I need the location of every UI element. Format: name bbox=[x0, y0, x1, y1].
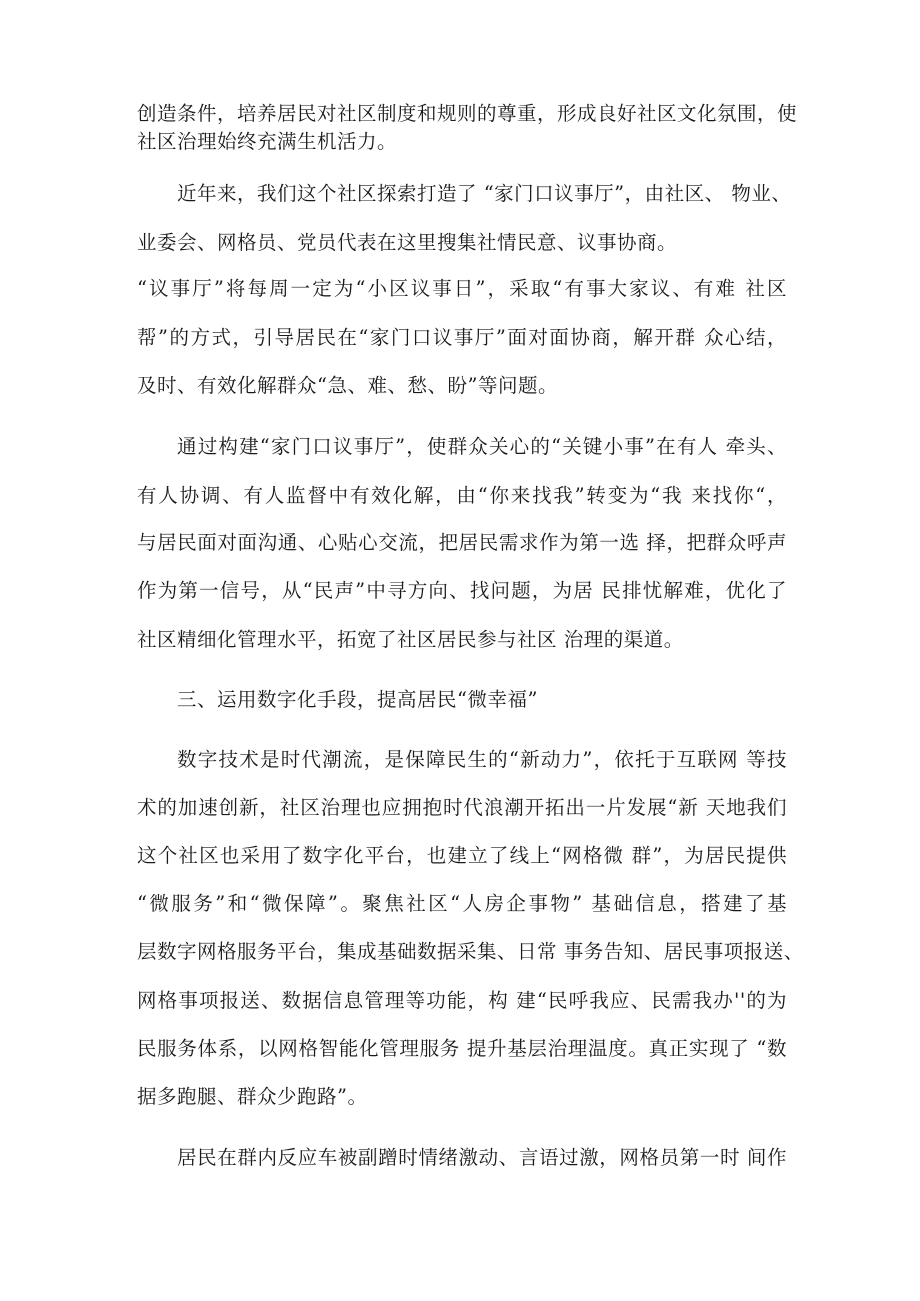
text-line: 帮”的方式，引导居民在“家门口议事厅”面对面协商，解开群 众心结， bbox=[137, 326, 787, 349]
text-line: 社区精细化管理水平，拓宽了社区居民参与社区 治理的渠道。 bbox=[137, 628, 684, 651]
text-line: 通过构建“家门口议事厅”，使群众关心的“关键小事”在有人 牵头、 bbox=[177, 435, 787, 458]
text-line: 民服务体系，以网格智能化管理服务 提升基层治理温度。真正实现了 “数 bbox=[137, 1037, 787, 1060]
text-line: 有人协调、有人监督中有效化解，由“你来找我”转变为“我 来找你“， bbox=[137, 484, 787, 507]
text-line: 社区治理始终充满生机活力。 bbox=[137, 130, 398, 153]
text-line: 网格事项报送、数据信息管理等功能，构 建“民呼我应、民需我办''的为 bbox=[137, 989, 787, 1012]
text-line: 数字技术是时代潮流，是保障民生的“新动力”，依托于互联网 等技 bbox=[177, 748, 787, 771]
text-line: 据多跑腿、群众少跑路”。 bbox=[137, 1085, 368, 1108]
text-line: 业委会、网格员、党员代表在这里搜集社情民意、议事协商。 bbox=[137, 231, 678, 254]
text-line: 居民在群内反应车被副蹭时情绪激动、言语过激，网格员第一时 间作 bbox=[177, 1146, 787, 1169]
text-line: 作为第一信号，从“民声”中寻方向、找问题，为居 民排忧解难，优化了 bbox=[137, 579, 787, 602]
text-line: “微服务”和“微保障”。聚焦社区“人房企事物” 基础信息，搭建了基 bbox=[137, 892, 787, 915]
text-line: 术的加速创新，社区治理也应拥抱时代浪潮开拓出一片发展“新 天地我们 bbox=[137, 796, 787, 819]
text-line: 与居民面对面沟通、心贴心交流，把居民需求作为第一选 择，把群众呼声 bbox=[137, 531, 787, 554]
section-heading: 三、运用数字化手段，提高居民“微幸福” bbox=[177, 688, 538, 711]
text-line: 创造条件，培养居民对社区制度和规则的尊重，形成良好社区文化氛围，使 bbox=[137, 102, 798, 125]
text-line: 及时、有效化解群众“急、难、愁、盼”等问题。 bbox=[137, 374, 558, 397]
text-line: “议事厅”将每周一定为“小区议事日”，采取“有事大家议、有难 社区 bbox=[137, 277, 787, 300]
text-line: 这个社区也采用了数字化平台，也建立了线上“网格微 群”，为居民提供 bbox=[137, 844, 787, 867]
text-line: 近年来，我们这个社区探索打造了 “家门口议事厅”，由社区、 物业、 bbox=[177, 182, 792, 205]
text-line: 层数字网格服务平台，集成基础数据采集、日常 事务告知、居民事项报送、 bbox=[137, 940, 804, 963]
